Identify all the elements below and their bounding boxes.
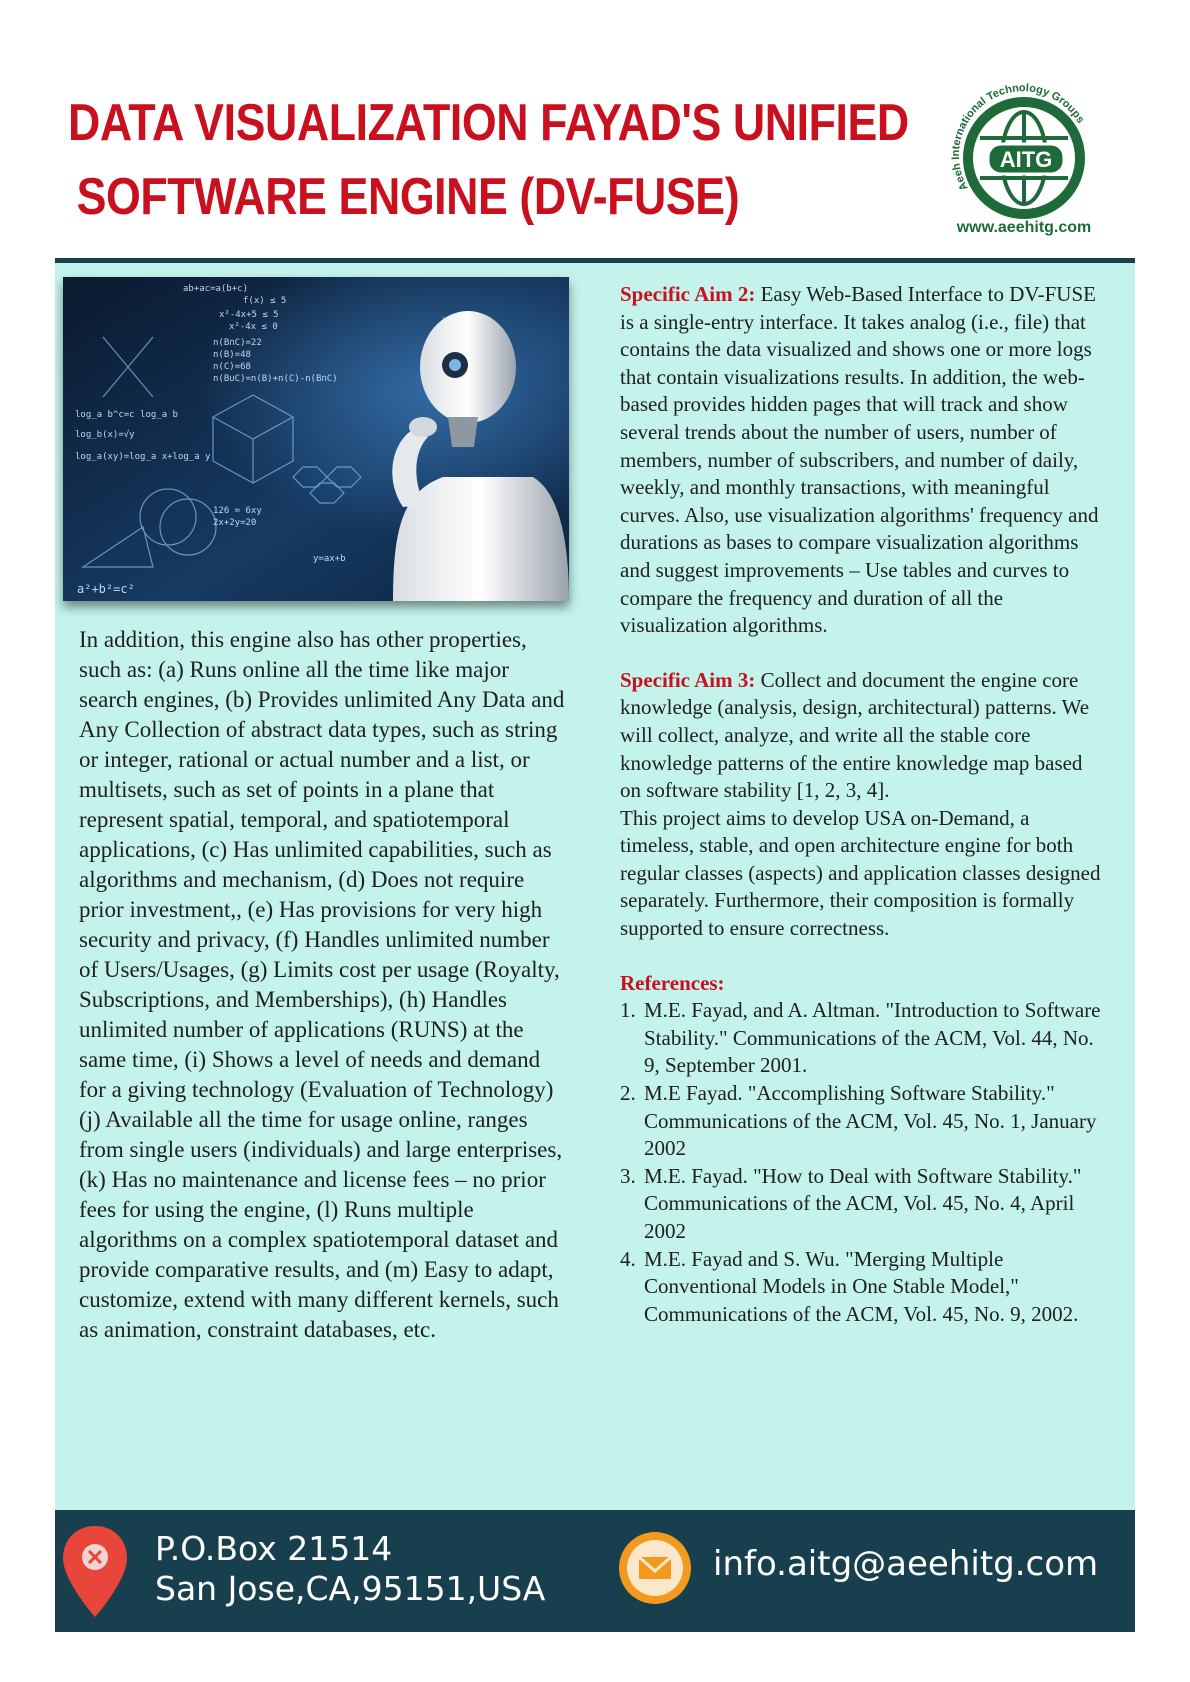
aim2-heading: Specific Aim 2: bbox=[620, 282, 756, 306]
svg-text:a²+b²=c²: a²+b²=c² bbox=[77, 582, 135, 596]
svg-text:126 = 6xy: 126 = 6xy bbox=[213, 506, 262, 516]
svg-text:log_a(xy)=log_a x+log_a y: log_a(xy)=log_a x+log_a y bbox=[75, 452, 211, 462]
references-heading: References: bbox=[620, 970, 725, 995]
contact-email[interactable]: info.aitg@aeehitg.com bbox=[713, 1544, 1099, 1584]
left-paragraph: In addition, this engine also has other properties, such as: (a) Runs online all the time like major search engines, (b) Provides unlimited Any Data and Any Collection of abstract data types, such as string or integer, rational or actual number and a list, or multisets, such as set of points in a plane that represent spatial, temporal, and spatiotemporal applications, (c) Has unlimited capabilities, such as algorithms and mechanism, (d) Does not require prior investment,, (e) Has provisions for very high security and privacy, (f) Handles unlimited number of Users/Usages, (g) Limits cost per usage (Royalty, Subscriptions, and Memberships), (h) Handles unlimited number of applications (RUNS) at the same time, (i) Shows a level of needs and demand for a giving technology (Evaluation of Technology)(j) Available all the time for usage online, ranges from single users (individuals) and large enterprises, (k) Has no maintenance and license fees – no prior fees for using the engine, (l) Runs multiple algorithms on a complex spatiotemporal dataset and provide comparative results, and (m) Easy to adapt, customize, extend with many different kernels, such as animation, constraint databases, etc. bbox=[79, 627, 565, 1342]
svg-text:x²-4x+5 ≤ 5: x²-4x+5 ≤ 5 bbox=[219, 310, 279, 320]
aim3-heading: Specific Aim 3: bbox=[620, 667, 756, 692]
address-line-2: San Jose,CA,95151,USA bbox=[155, 1569, 546, 1608]
reference-item: 3. M.E. Fayad. "How to Deal with Software Stability." Communications of the ACM, Vol. 45, No. 4, April 2002 bbox=[620, 1163, 1082, 1243]
aim3-text: Collect and document the engine core knowledge (analysis, design, architectural) patterns. We will collect, analyze, and write all the stable core knowledge patterns of the entire knowledge map based on software stability [1, 2, 3, 4]. bbox=[620, 667, 1090, 803]
postal-address bbox=[155, 1529, 545, 1609]
logo-ring-text: Aeeh International Technology Groups bbox=[949, 82, 1087, 193]
aim2-paragraph bbox=[620, 281, 1105, 640]
svg-text:n(B∪C)=n(B)+n(C)-n(B∩C): n(B∪C)=n(B)+n(C)-n(B∩C) bbox=[213, 374, 338, 384]
title-line-1: DATA VISUALIZATION FAYAD'S UNIFIED bbox=[68, 94, 909, 152]
robot-thinking-with-math-formulas-image bbox=[63, 277, 569, 601]
reference-item: 2. M.E Fayad. "Accomplishing Software Stability." Communications of the ACM, Vol. 45, No. 1, January 2002 bbox=[620, 1081, 1097, 1161]
address-line-1: P.O.Box 21514 bbox=[155, 1529, 393, 1568]
svg-text:n(C)=68: n(C)=68 bbox=[213, 362, 251, 372]
title-line-2: SOFTWARE ENGINE (DV-FUSE) bbox=[76, 168, 740, 226]
svg-text:ab+ac=a(b+c): ab+ac=a(b+c) bbox=[183, 284, 249, 294]
map-pin-icon bbox=[60, 1524, 130, 1619]
aitg-logo bbox=[944, 70, 1104, 240]
svg-text:n(B)=48: n(B)=48 bbox=[213, 350, 251, 360]
aim3-paragraph bbox=[620, 667, 1105, 805]
logo-badge-text: AITG bbox=[999, 147, 1053, 172]
project-paragraph: This project aims to develop USA on-Demand, a timeless, stable, and open architecture engine for both regular classes (aspects) and application classes designed separately. Furthermore, their composition is formally supported to ensure correctness. bbox=[620, 805, 1101, 941]
hero-image bbox=[63, 277, 569, 601]
aim2-text: Easy Web-Based Interface to DV-FUSE is a single-entry interface. It takes analog (i.e., file) that contains the data visualized and shows one or more logs that contain visualizations results. In addition, the web-based provides hidden pages that will track and show several trends about the number of users, number of members, number of subscribers, and number of daily, weekly, and monthly transactions, with meaningful curves. Also, use visualization algorithms' frequency and durations as bases to compare visualization algorithms and suggest improvements – Use tables and curves to compare the frequency and duration of all the visualization algorithms. bbox=[620, 282, 1099, 638]
svg-text:log_b(x)=√y: log_b(x)=√y bbox=[75, 430, 135, 440]
right-column bbox=[620, 281, 1105, 1328]
reference-item: 1. M.E. Fayad, and A. Altman. "Introduction to Software Stability." Communications of the ACM, Vol. 44, No. 9, September 2001. bbox=[620, 998, 1101, 1078]
svg-text:x²-4x ≤ 0: x²-4x ≤ 0 bbox=[229, 322, 278, 332]
references-list bbox=[620, 997, 1105, 1328]
logo-url: www.aeehitg.com bbox=[956, 219, 1092, 236]
svg-text:n(B∩C)=22: n(B∩C)=22 bbox=[213, 338, 262, 348]
envelope-icon bbox=[617, 1530, 693, 1606]
svg-text:2x+2y=20: 2x+2y=20 bbox=[213, 518, 257, 528]
svg-text:log_a b^c=c log_a b: log_a b^c=c log_a b bbox=[75, 410, 178, 420]
svg-text:y=ax+b: y=ax+b bbox=[313, 554, 346, 564]
svg-text:f(x) ≤ 5: f(x) ≤ 5 bbox=[243, 296, 287, 306]
reference-item: 4. M.E. Fayad and S. Wu. "Merging Multiple Conventional Models in One Stable Model," Communications of the ACM, Vol. 45, No. 9, 2002. bbox=[620, 1246, 1079, 1326]
page-title bbox=[68, 86, 909, 234]
